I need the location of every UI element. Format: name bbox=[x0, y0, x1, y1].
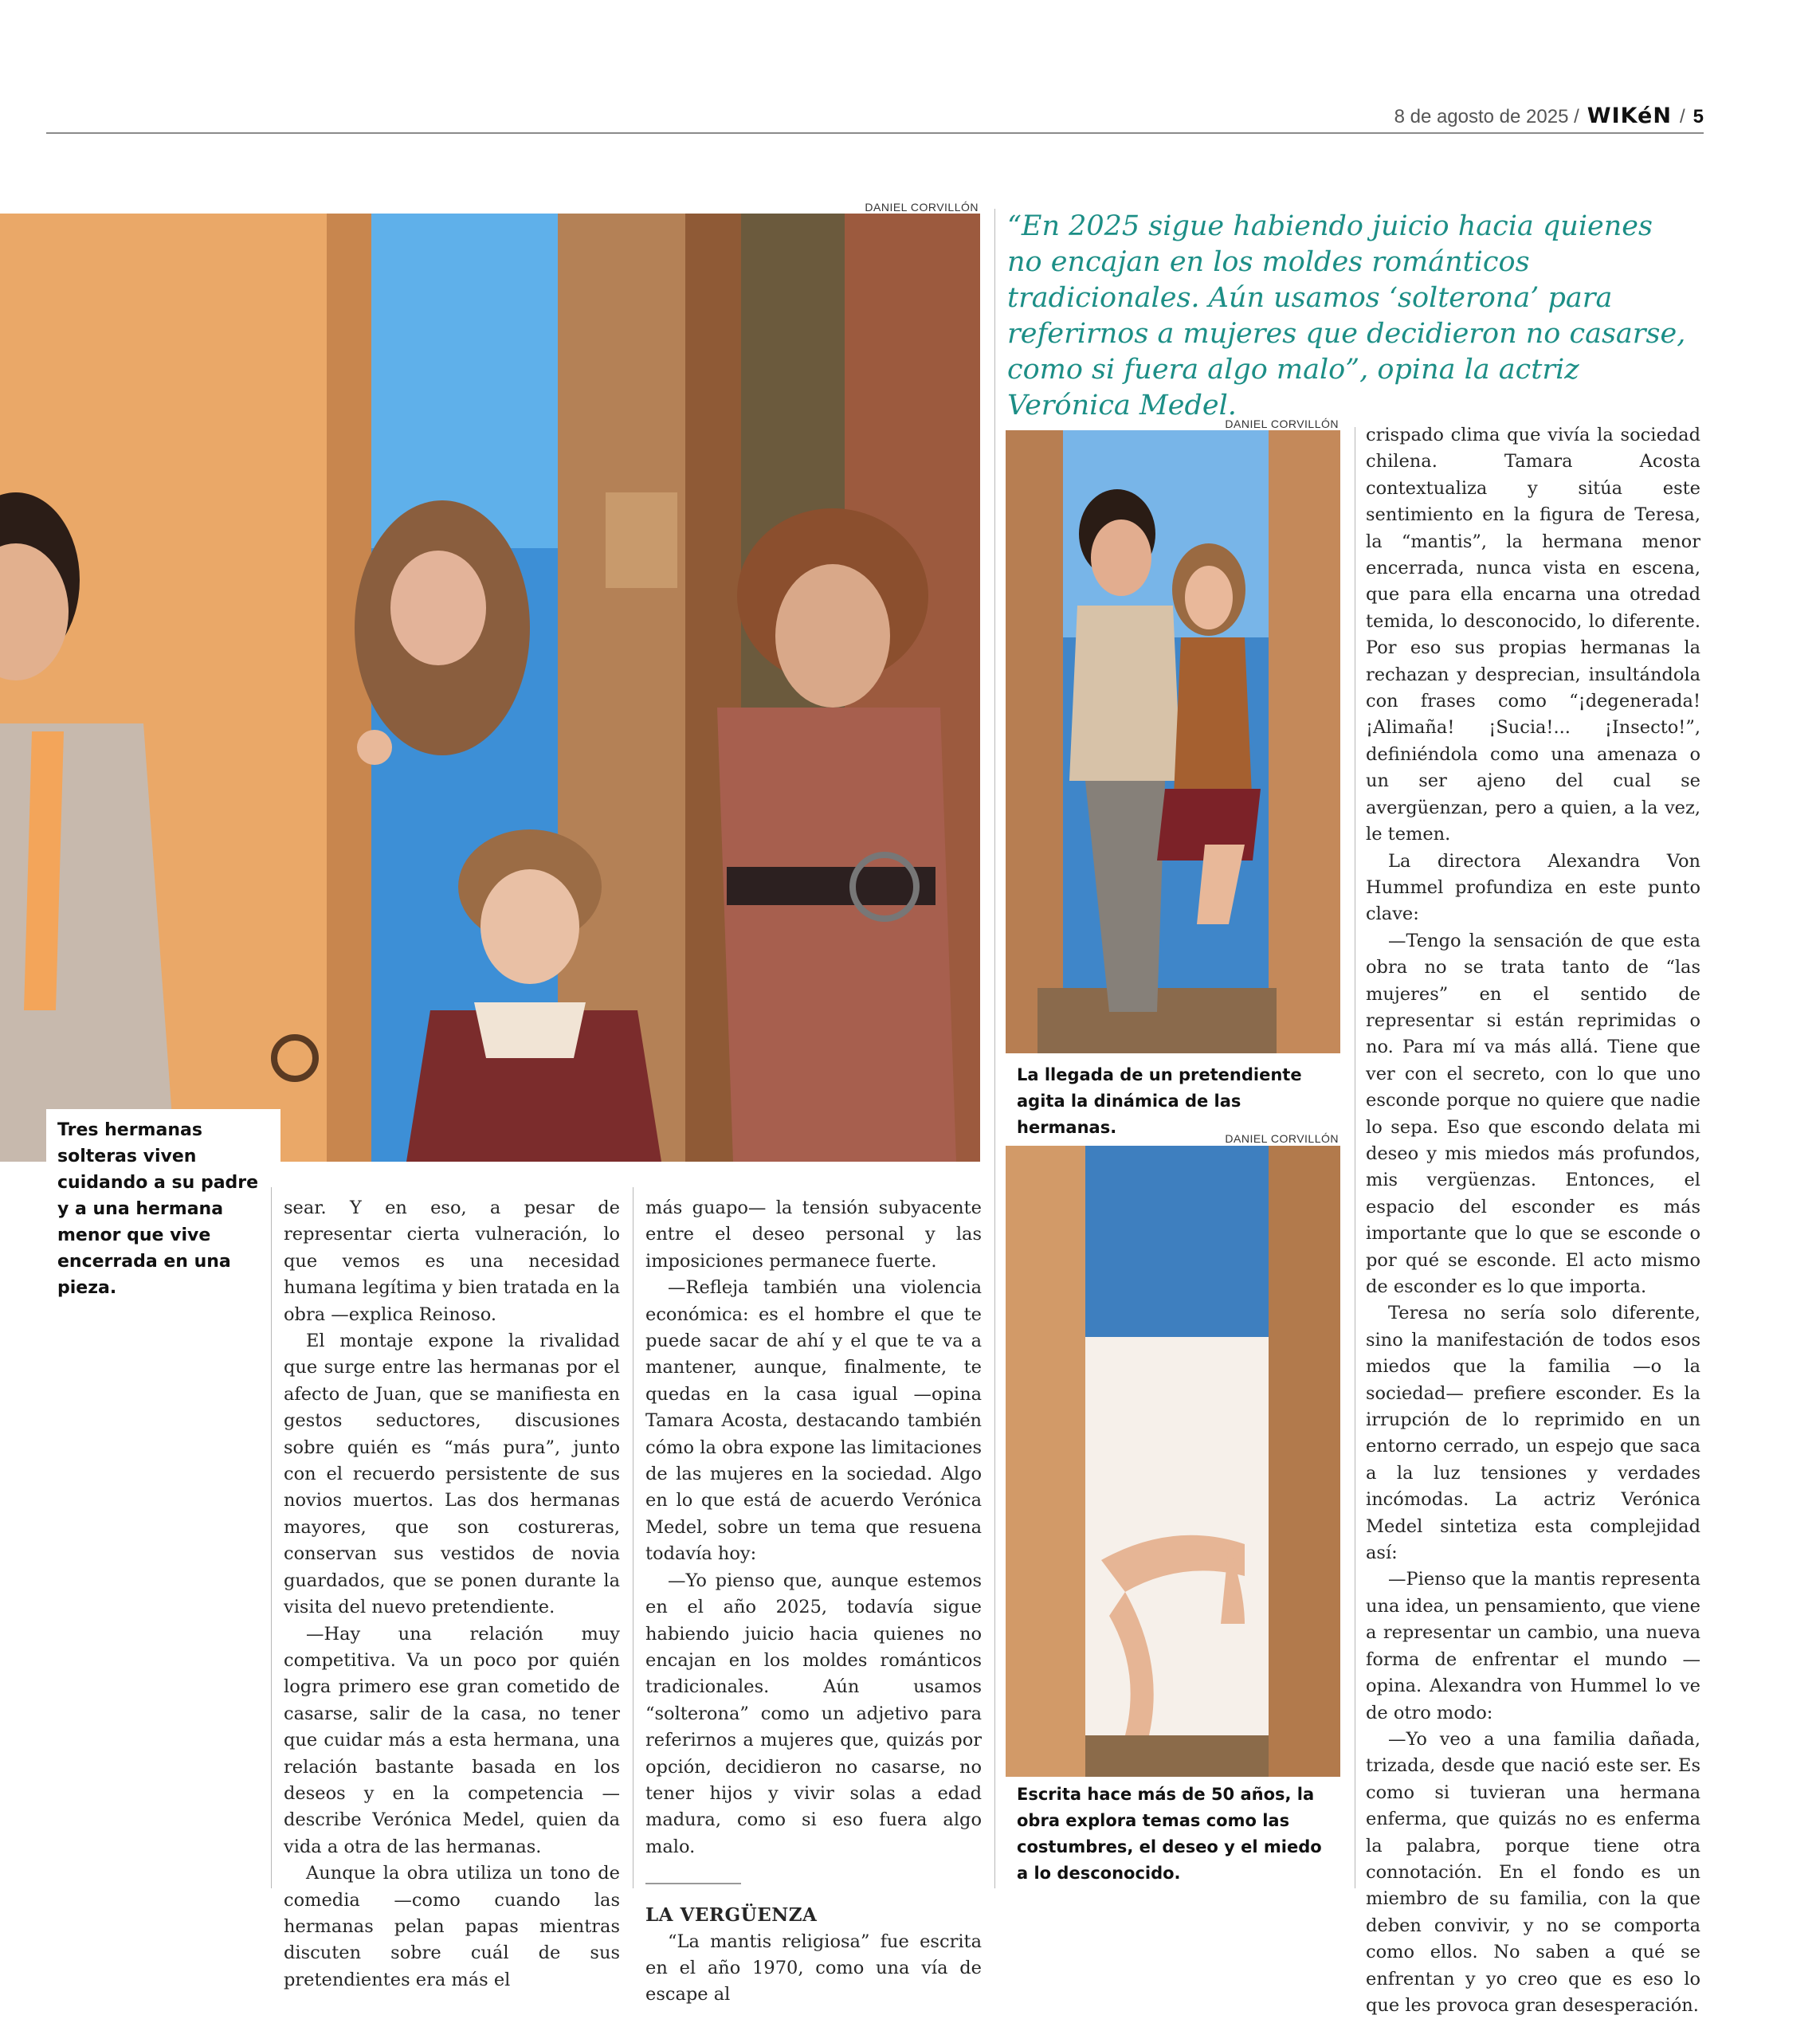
article-column-3 bbox=[1366, 422, 1700, 2019]
side-photo-bottom-caption: Escrita hace más de 50 años, la obra explora temas como las costumbres, el deseo y el miedo a lo desconocido. bbox=[1017, 1785, 1322, 1883]
paragraph: más guapo— la tensión subyacente entre el deseo personal y las imposiciones permanece fuerte. bbox=[645, 1198, 982, 1272]
issue-date: 8 de agosto de 2025 / bbox=[1394, 106, 1579, 127]
paragraph: La directora Alexandra Von Hummel profundiza en este punto clave: bbox=[1366, 850, 1700, 925]
side-photo-top-illustration bbox=[1006, 430, 1340, 1053]
column-rule bbox=[994, 209, 995, 1888]
article-column-2 bbox=[645, 1195, 982, 2009]
paragraph: “La mantis religiosa” fue escrita en el año 1970, como una vía de escape al bbox=[645, 1931, 982, 2005]
paragraph: sear. Y en eso, a pesar de representar cierta vulneración, lo que vemos es una necesidad humana legítima y bien tratada en la obra —explica Reinoso. bbox=[284, 1198, 620, 1325]
main-photo-caption: Tres hermanas solteras viven cuidando a su padre y a una hermana menor que vive encerrada en una pieza. bbox=[46, 1109, 280, 1309]
pull-quote: “En 2025 sigue habiendo juicio hacia quienes no encajan en los moldes románticos tradicionales. Aún usamos ‘solterona’ para referirnos a mujeres que decidieron no casarse, como si fuera algo malo”, opina la actriz Verónica Medel. bbox=[1007, 210, 1686, 421]
paragraph: —Yo veo a una familia dañada, trizada, desde que nació este ser. Es como si tuvieran una hermana enferma, que quizás no es enferma la palabra, porque tiene otra connotación. En el fondo es un miembro de su familia, con la que deben convivir, y no se comporta como ellos. No saben a qué se enfrentan y yo creo que es eso lo que les provoca gran desesperación. bbox=[1366, 1728, 1700, 2016]
page-header bbox=[46, 104, 1704, 134]
paragraph: Teresa no sería solo diferente, sino la manifestación de todos esos miedos que la familia —o la sociedad— prefiere esconder. Es la irrupción de lo reprimido en un entorno cerrado, un espejo que saca a la luz tensiones y verdades incómodas. La actriz Verónica Medel sintetiza esta complejidad así: bbox=[1366, 1303, 1700, 1564]
paragraph: El montaje expone la rivalidad que surge entre las hermanas por el afecto de Juan, que se manifiesta en gestos seductores, discusiones sobre quién es “más pura”, junto con el recuerdo persistente de sus novios muertos. Las dos hermanas mayores, que son costureras, conservan sus vestidos de novia guardados, que se ponen durante la visita del nuevo pretendiente. bbox=[284, 1331, 620, 1618]
side-photo-bottom bbox=[1006, 1146, 1340, 1777]
paragraph: crispado clima que vivía la sociedad chilena. Tamara Acosta contextualiza y sitúa este sentimiento en la figura de Teresa, la “mantis”, la hermana menor encerrada, nunca vista en escena, que para ella encarna una otredad temida, lo desconocido, lo diferente. Por eso sus propias hermanas la rechazan y desprecian, insultándola con frases como “¡degenerada! ¡Alimaña! ¡Sucia!... ¡Insecto!”, definiéndola como una amenaza o un ser ajeno del cual se avergüenzan, pero a quien, a la vez, le temen. bbox=[1366, 425, 1700, 845]
column-rule bbox=[271, 1187, 272, 1888]
side-photo-bottom-illustration bbox=[1006, 1146, 1340, 1777]
paragraph: —Hay una relación muy competitiva. Va un poco por quién logra primero ese gran cometido de casarse, salir de la casa, no tener que cuidar más a esta hermana, una relación bastante basada en los deseos y en la competencia —describe Verónica Medel, quien da vida a otra de las hermanas. bbox=[284, 1623, 620, 1857]
paragraph: —Pienso que la mantis representa una idea, un pensamiento, que viene a representar un cambio, una nueva forma de enfrentar el mundo —opina. Alexandra von Hummel lo ve de otro modo: bbox=[1366, 1569, 1700, 1723]
side-photo-top bbox=[1006, 430, 1340, 1053]
page-number: 5 bbox=[1693, 106, 1704, 127]
paragraph: —Tengo la sensación de que esta obra no se trata tanto de “las mujeres” en el sentido de representar si están reprimidas o no. Para mí va más allá. Tiene que ver con el secreto, con lo que uno esconde porque no quiere que nadie lo sepa. Eso que escondo delata mi deseo y mis miedos más profundos, mis vergüenzas. Entonces, el espacio del esconder es más importante que lo que se esconde o por qué se esconde. El acto mismo de esconder es lo que importa. bbox=[1366, 930, 1700, 1297]
paragraph: —Yo pienso que, aunque estemos en el año 2025, todavía sigue habiendo juicio hacia quienes no encajan en los moldes románticos tradicionales. Aún usamos “solterona” como un adjetivo para referirnos a mujeres que, quizás por opción, decidieron no casarse, no tener hijos y vivir solas a edad madura, como si eso fuera algo malo. bbox=[645, 1570, 982, 1857]
header-separator: / bbox=[1679, 106, 1685, 127]
paragraph: —Refleja también una violencia económica: es el hombre el que te puede sacar de ahí y el que te va a mantener, aunque, finalmente, te quedas en la casa igual —opina Tamara Acosta, destacando también cómo la obra expone las limitaciones de las mujeres en la sociedad. Algo en lo que está de acuerdo Verónica Medel, sobre un tema que resuena todavía hoy: bbox=[645, 1277, 982, 1565]
photo-credit-side-bottom: DANIEL CORVILLÓN bbox=[1225, 1132, 1339, 1145]
header-info bbox=[1394, 104, 1704, 128]
main-photo bbox=[0, 214, 980, 1162]
brand-logo: WIKéN bbox=[1587, 104, 1672, 128]
photo-credit-side-top: DANIEL CORVILLÓN bbox=[1225, 418, 1339, 430]
paragraph: Aunque la obra utiliza un tono de comedia —como cuando las hermanas pelan papas mientras discuten sobre cuál de sus pretendientes era más el bbox=[284, 1863, 620, 1990]
main-photo-illustration bbox=[0, 214, 980, 1162]
side-photo-top-caption: La llegada de un pretendiente agita la dinámica de las hermanas. bbox=[1017, 1065, 1302, 1137]
subhead: LA VERGÜENZA bbox=[645, 1904, 818, 1927]
article-column-1 bbox=[284, 1195, 620, 1994]
photo-credit-main: DANIEL CORVILLÓN bbox=[865, 201, 979, 214]
subhead-rule bbox=[645, 1883, 741, 1884]
